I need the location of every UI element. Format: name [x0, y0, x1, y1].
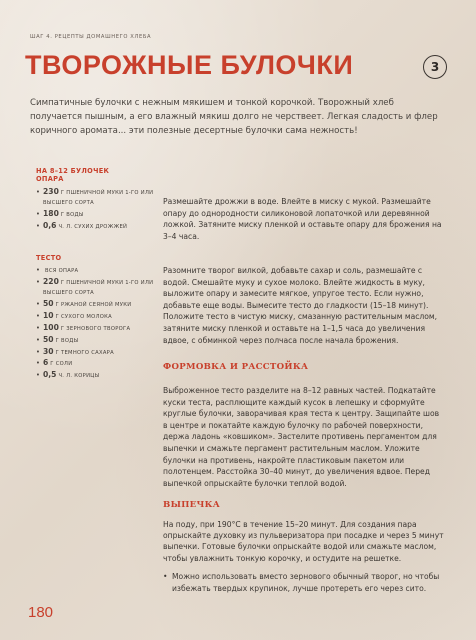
list-item: • 180 Г ВОДЫ [36, 210, 156, 220]
step-number-badge: 3 [423, 55, 447, 79]
dough-title: ТЕСТО [36, 254, 62, 262]
list-item: • 30 Г ТЕМНОГО САХАРА [36, 348, 156, 358]
list-item: • 10 Г СУХОГО МОЛОКА [36, 312, 156, 322]
tip-note: • Можно использовать вместо зернового обычный творог, но чтобы избежать твердых крупинок, лучше протереть его через сито. [163, 571, 454, 594]
list-item: • 50 Г РЖАНОЙ СЕЯНОЙ МУКИ [36, 300, 156, 310]
dough-instructions: Разомните творог вилкой, добавьте сахар и соль, размешайте с водой. Смешайте муку и сухое молоко. Влейте жидкость в муку, выложите опару и замесите мягкое, упругое тесто. Если нужно, добавьте еще воды. Вымесите тесто до гладкости (15–18 минут). Положите тесто в чистую миску, смазанную растительным маслом, затяните миску пленкой и оставьте на 1–1,5 часа до увеличения вдвое, с обминкой через полчаса после начала брожения. [163, 266, 438, 345]
chapter-header: ШАГ 4. РЕЦЕПТЫ ДОМАШНЕГО ХЛЕБА [30, 34, 152, 40]
list-item: • 100 Г ЗЕРНОВОГО ТВОРОГА [36, 324, 156, 334]
recipe-title: ТВОРОЖНЫЕ БУЛОЧКИ [25, 50, 354, 80]
forming-instructions: Выброженное тесто разделите на 8–12 равных частей. Подкатайте куски теста, расплющите каждый кусок в лепешку и сформуйте круглые булочки, заворачивая края теста к центру. Защипайте шов в центре и покатайте каждую булочку по рабочей поверхности, держа ладонь «ковшиком». Застелите противень пергаментом для выпечки и смажьте пергамент растительным маслом. Уложите булочки на противень, накройте пластиковым пакетом или полотенцем. Расстойка 30–40 минут, до увеличения вдвое. Перед выпечкой опрыскайте булочки теплой водой. [163, 386, 440, 488]
starter-instructions: Размешайте дрожжи в воде. Влейте в миску с мукой. Размешайте опару до однородности силиконовой лопаточкой или деревянной ложкой. Затяните миску пленкой и оставьте опару для брожения на 3–4 часа. [163, 197, 442, 241]
list-item: • 0,5 Ч. Л. КОРИЦЫ [36, 371, 156, 381]
starter-ingredient-list [36, 188, 156, 234]
page-number: 180 [28, 604, 54, 621]
list-item: • 220 Г ПШЕНИЧНОЙ МУКИ 1-ГО ИЛИ ВЫСШЕГО СОРТА [36, 278, 156, 297]
dough-ingredient-list [36, 266, 156, 383]
ingredients-title: НА 8–12 БУЛОЧЕК [36, 167, 110, 175]
baking-heading: ВЫПЕЧКА [163, 500, 221, 510]
list-item: • ВСЯ ОПАРА [36, 266, 156, 276]
list-item: • 50 Г ВОДЫ [36, 336, 156, 346]
starter-title: ОПАРА [36, 175, 64, 183]
list-item: • 0,6 Ч. Л. СУХИХ ДРОЖЖЕЙ [36, 222, 156, 232]
intro-text: Симпатичные булочки с нежным мякишем и тонкой корочкой. Творожный хлеб получается пышным, а его влажный мякиш долго не черствеет. Легкая сладость и флер коричного аромата... эти полезные десертные булочки сама нежность! [30, 98, 438, 136]
baking-instructions: На поду, при 190°С в течение 15–20 минут. Для создания пара опрыскайте духовку из пульверизатора при посадке и через 5 минут выпечки. Готовые булочки опрыскайте водой или смажьте маслом, чтобы увлажнить тонкую корочку, и остудите на решетке. [163, 520, 444, 563]
forming-heading: ФОРМОВКА И РАССТОЙКА [163, 362, 309, 372]
list-item: • 6 Г СОЛИ [36, 359, 156, 369]
list-item: • 230 Г ПШЕНИЧНОЙ МУКИ 1-ГО ИЛИ ВЫСШЕГО СОРТА [36, 188, 156, 207]
